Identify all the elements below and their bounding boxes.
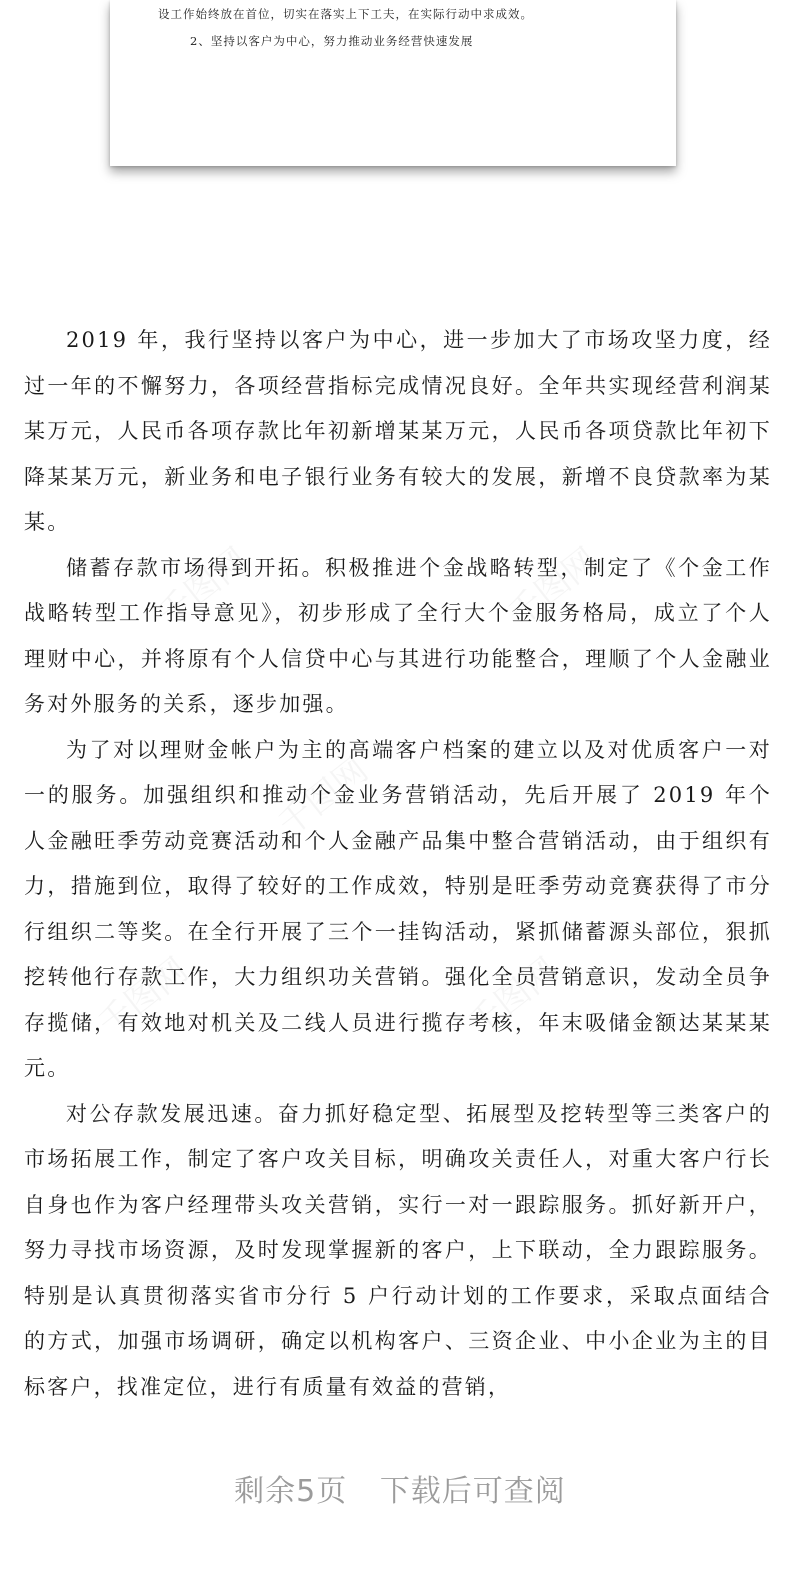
previous-page-preview	[110, 0, 676, 166]
paragraph: 2019 年，我行坚持以客户为中心，进一步加大了市场攻坚力度，经过一年的不懈努力，各项经营指标完成情况良好。全年共实现经营利润某某万元，人民币各项存款比年初新增某某万元，人民币各项贷款比年初下降某某万元，新业务和电子银行业务有较大的发展，新增不良贷款率为某某。	[24, 328, 772, 534]
preview-line-1: 设工作始终放在首位，切实在落实上下工夫，在实际行动中求成效。	[158, 7, 533, 21]
watermark: 千图网	[460, 950, 566, 1045]
document-body	[24, 318, 772, 1410]
watermark: 千图网	[150, 540, 256, 635]
paragraph: 储蓄存款市场得到开拓。积极推进个金战略转型，制定了《个金工作战略转型工作指导意见》，初步形成了全行大个金服务格局，成立了个人理财中心，并将原有个人信贷中心与其进行功能整合，理顺了个人金融业务对外服务的关系，逐步加强。	[24, 555, 772, 716]
paragraph: 为了对以理财金帐户为主的高端客户档案的建立以及对优质客户一对一的服务。加强组织和推动个金业务营销活动，先后开展了 2019 年个人金融旺季劳动竞赛活动和个人金融产品集中整合营销活动，由于组织有力，措施到位，取得了较好的工作成效，特别是旺季劳动竞赛获得了市分行组织二等奖。在全行开展了三个一挂钩活动，紧抓储蓄源头部位，狠抓挖转他行存款工作，大力组织功关营销。强化全员营销意识，发动全员争存揽储，有效地对机关及二线人员进行揽存考核，年末吸储金额达某某某元。	[24, 737, 772, 1080]
preview-line-2: 2、坚持以客户为中心，努力推动业务经营快速发展	[190, 34, 474, 48]
download-prompt[interactable]	[0, 1466, 800, 1510]
paragraph: 对公存款发展迅速。奋力抓好稳定型、拓展型及挖转型等三类客户的市场拓展工作，制定了客户攻关目标，明确攻关责任人，对重大客户行长自身也作为客户经理带头攻关营销，实行一对一跟踪服务。抓好新开户，努力寻找市场资源，及时发现掌握新的客户，上下联动，全力跟踪服务。特别是认真贯彻落实省市分行 5 户行动计划的工作要求，采取点面结合的方式，加强市场调研，确定以机构客户、三资企业、中小企业为主的目标客户，找准定位，进行有质量有效益的营销，	[24, 1101, 772, 1399]
download-to-view-label: 下载后可查阅	[379, 1474, 566, 1509]
watermark: 千图网	[270, 750, 376, 845]
watermark: 千图网	[500, 540, 606, 635]
remaining-pages-label: 剩余5页	[234, 1474, 348, 1509]
watermark: 千图网	[90, 950, 196, 1045]
